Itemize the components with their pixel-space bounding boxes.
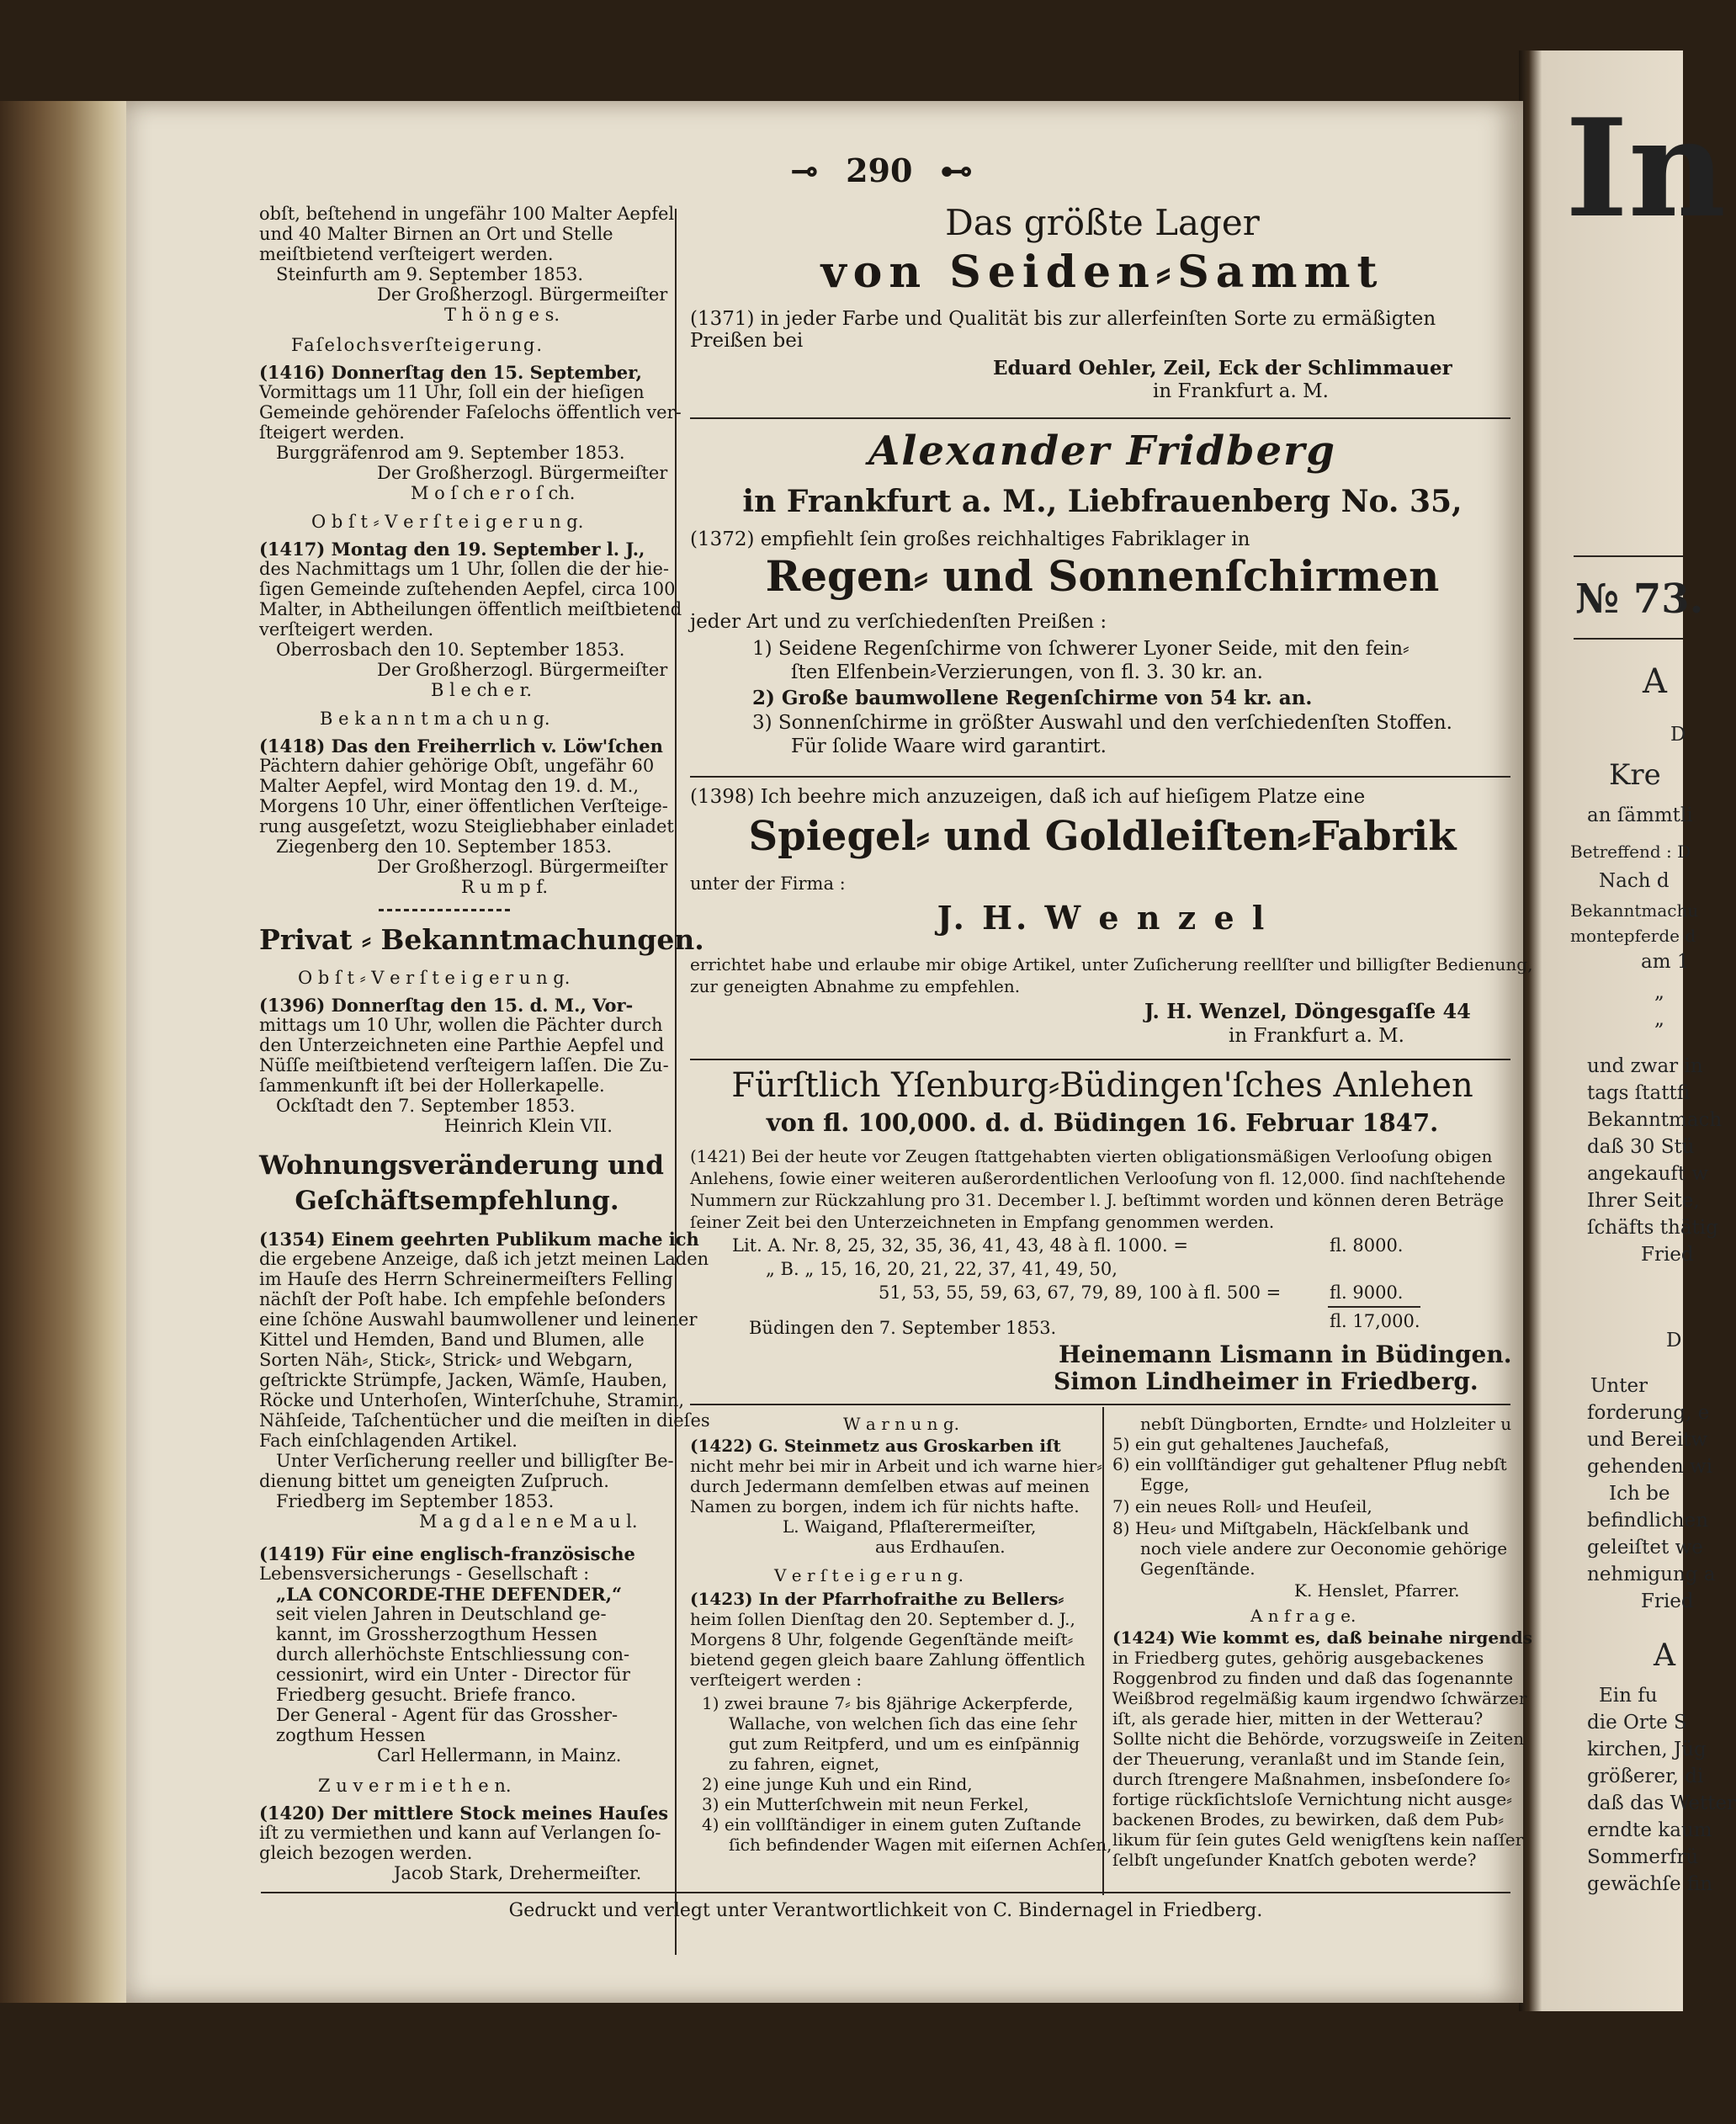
text-line: fortige rückſichtsloſe Vernichtung nicht ausge⸗ — [1112, 1789, 1512, 1809]
text-line: Unter Verſicherung reeller und billigſter Be- — [276, 1451, 674, 1471]
sum-rule — [1328, 1306, 1420, 1308]
facing-line: Betreffend : D — [1570, 842, 1691, 862]
facing-line: Kre — [1609, 758, 1661, 792]
list-item: Gegenſtände. — [1140, 1558, 1256, 1579]
text-line: (1416) Donnerſtag den 15. September, — [259, 362, 642, 383]
list-item: 2) eine junge Kuh und ein Rind, — [702, 1774, 973, 1794]
section-heading: Wohnungsveränderung und — [259, 1150, 664, 1181]
newspaper-page — [126, 101, 1533, 2003]
signature: M o ſ ch e r o ſ ch. — [411, 483, 576, 503]
signature: L. Waigand, Pflaſterermeiſter, — [783, 1516, 1037, 1537]
text-line: Sorten Näh⸗, Stick⸗, Strick⸗ und Webgarn, — [259, 1350, 634, 1370]
inner-divider — [1102, 1407, 1104, 1895]
text-line: Burggräfenrod am 9. September 1853. — [276, 443, 625, 463]
facing-line: Bekanntmachu — [1570, 900, 1699, 921]
list-item: ſich befindender Wagen mit eiſernen Achſen, — [729, 1835, 1112, 1855]
section-heading: Faſelochsverſteigerung. — [291, 335, 544, 355]
text-line: (1419) Für eine englisch-französische — [259, 1543, 635, 1564]
text-line: Der Großherzogl. Bürgermeiſter — [377, 857, 668, 877]
text-line: errichtet habe und erlaube mir obige Artikel, unter Zuſicherung reellſter und billigſter Bedienung, — [690, 954, 1533, 974]
signature: J. H. Wenzel, Döngesgaſſe 44 — [1144, 999, 1471, 1023]
text-line: Morgens 10 Uhr, einer öffentlichen Verſteige- — [259, 796, 668, 816]
text-line: (1398) Ich beehre mich anzuzeigen, daß ich auf hieſigem Platze eine — [690, 786, 1366, 808]
text-line: eine ſchöne Auswahl baumwollener und leinener — [259, 1309, 698, 1330]
facing-line: A — [1643, 662, 1667, 701]
column-divider — [675, 209, 677, 1955]
text-line: ſeiner Zeit bei den Unterzeichneten in Empfang genommen werden. — [690, 1212, 1275, 1232]
facing-line: gehenden wi — [1587, 1456, 1713, 1478]
text-line: mittags um 10 Uhr, wollen die Pächter durch — [259, 1015, 663, 1035]
text-line: Nüſſe meiſtbietend verſteigern laſſen. Die Zu- — [259, 1055, 669, 1075]
divider — [690, 776, 1510, 778]
ad-firm: J. H. W e n z e l — [937, 899, 1268, 937]
ad-title: Fürſtlich Yſenburg⸗Büdingen'ſches Anlehen — [731, 1066, 1473, 1105]
list-item: ſten Elfenbein⸗Verzierungen, von fl. 3. 30 kr. an. — [791, 661, 1263, 683]
signature: Jacob Stark, Drehermeiſter. — [394, 1863, 642, 1883]
text-line: Lebensversicherungs - Gesellschaft : — [259, 1564, 590, 1584]
text-line: nächſt der Poſt habe. Ich empfehle beſonders — [259, 1289, 666, 1309]
facing-line: D — [1670, 724, 1686, 746]
ad-subtitle: in Frankfurt a. M., Liebfrauenberg No. 35, — [742, 484, 1463, 519]
facing-line: gewächſe fin — [1587, 1873, 1713, 1895]
facing-issue-number: № 73. — [1575, 576, 1704, 623]
signature: Eduard Oehler, Zeil, Eck der Schlimmauer — [993, 357, 1452, 380]
text-line: Nummern zur Rückzahlung pro 31. December l. J. beſtimmt worden und können deren Beträge — [690, 1190, 1505, 1210]
text-line: likum für ſein gutes Geld wenigſtens kein naſſer — [1112, 1829, 1524, 1850]
divider — [690, 1059, 1510, 1060]
text-line: ſigen Gemeinde zuſtehenden Aepfel, circa 100 — [259, 579, 676, 599]
text-line: Pächtern dahier gehörige Obſt, ungefähr 60 — [259, 756, 655, 776]
divider — [690, 417, 1510, 419]
text-line: Vormittags um 11 Uhr, ſoll ein der hieſigen — [259, 382, 645, 402]
text-line: durch ſtrengere Maßnahmen, insbeſondere ſo⸗ — [1112, 1769, 1510, 1789]
text-line: Roggenbrod zu finden und daß das ſogenannte — [1112, 1668, 1514, 1688]
text-line: rung ausgeſetzt, wozu Steigliebhaber einladet — [259, 816, 674, 836]
facing-line: daß das Wetter — [1587, 1792, 1736, 1814]
text-line: (1424) Wie kommt es, daß beinahe nirgends — [1112, 1628, 1532, 1648]
text-line: dienung bittet um geneigten Zuſpruch. — [259, 1471, 609, 1491]
signature: T h ö n g e s. — [444, 305, 560, 325]
signature: M a g d a l e n e M a u l. — [419, 1511, 638, 1532]
facing-line: daß 30 Stü — [1587, 1136, 1695, 1158]
facing-rule — [1574, 555, 1683, 557]
ad-title: Alexander Fridberg — [868, 427, 1336, 475]
text-line: cessionirt, wird ein Unter - Director für — [276, 1665, 630, 1685]
list-item: gut zum Reitpferd, und um es einſpännig — [729, 1734, 1080, 1754]
text-line: die ergebene Anzeige, daß ich jetzt meinen Laden — [259, 1249, 709, 1269]
text-line: Der Großherzogl. Bürgermeiſter — [377, 284, 668, 305]
facing-line: tags ſtattfi — [1587, 1082, 1691, 1104]
text-line: Nähſeide, Taſchentücher und die meiſten in dieſes — [259, 1410, 710, 1431]
table-value: fl. 9000. — [1330, 1282, 1404, 1303]
text-line: Ockſtadt den 7. September 1853. — [276, 1096, 576, 1116]
signature: R u m p f. — [461, 877, 549, 897]
text-line: Der Großherzogl. Bürgermeiſter — [377, 463, 668, 483]
section-heading: Geſchäftsempfehlung. — [295, 1186, 619, 1216]
facing-line: angekauft w — [1587, 1163, 1709, 1185]
facing-line: montepferde d — [1570, 926, 1696, 946]
list-item: Für ſolide Waare wird garantirt. — [791, 735, 1107, 757]
facing-masthead: In — [1565, 89, 1727, 247]
ornament-rule — [379, 909, 513, 911]
section-heading: Z u v e r m i e t h e n. — [318, 1776, 512, 1796]
list-item: 3) Sonnenſchirme in größter Auswahl und den verſchiedenſten Stoffen. — [752, 712, 1452, 734]
text-line: verſteigert werden : — [690, 1670, 863, 1690]
facing-rule — [1574, 638, 1683, 640]
text-line: Malter Aepfel, wird Montag den 19. d. M., — [259, 776, 640, 796]
ad-subtitle: von fl. 100,000. d. d. Büdingen 16. Februar 1847. — [766, 1108, 1439, 1137]
text-line: zogthum Hessen — [276, 1725, 426, 1745]
facing-line: „ — [1654, 981, 1664, 1003]
text-line: (1422) G. Steinmetz aus Groskarben iſt — [690, 1436, 1061, 1456]
text-line: Kittel und Hemden, Band und Blumen, alle — [259, 1330, 645, 1350]
facing-line: A — [1654, 1638, 1675, 1673]
facing-line: Ich be — [1609, 1483, 1670, 1505]
text-line: obſt, beſtehend in ungefähr 100 Malter Aepfel — [259, 204, 675, 224]
text-line: Malter, in Abtheilungen öffentlich meiſtbietend — [259, 599, 682, 619]
list-item: zu fahren, eignet, — [729, 1754, 880, 1774]
text-line: Röcke und Unterhoſen, Winterſchuhe, Stramin, — [259, 1390, 685, 1410]
table-row: „ B. „ 15, 16, 20, 21, 22, 37, 41, 49, 50, — [766, 1259, 1118, 1279]
section-heading: W a r n u n g. — [843, 1414, 959, 1434]
imprint-footer: Gedruckt und verlegt unter Verantwortlichkeit von C. Bindernagel in Friedberg. — [508, 1900, 1263, 1921]
text-line: nicht mehr bei mir in Arbeit und ich warne hier⸗ — [690, 1456, 1102, 1476]
list-item: 1) zwei braune 7⸗ bis 8jährige Ackerpferde, — [702, 1693, 1074, 1713]
text-line: Namen zu borgen, indem ich für nichts hafte. — [690, 1496, 1080, 1516]
text-line: Der General - Agent für das Grossher- — [276, 1705, 618, 1725]
text-line: „LA CONCORDE-THE DEFENDER,“ — [276, 1584, 623, 1605]
text-line: gleich bezogen werden. — [259, 1843, 473, 1863]
text-line: Weißbrod regelmäßig kaum irgendwo ſchwärzer — [1112, 1688, 1527, 1708]
text-line: heim ſollen Dienſtag den 20. September d. J., — [690, 1609, 1075, 1629]
text-line: (1372) empfiehlt ſein großes reichhaltiges Fabriklager in — [690, 528, 1250, 550]
table-value: fl. 8000. — [1330, 1235, 1404, 1256]
text-line: Anlehens, ſowie einer weiteren außerordentlichen Verlooſung von fl. 12,000. ſind nachſtehende — [690, 1168, 1506, 1188]
text-line: des Nachmittags um 1 Uhr, ſollen die der hie- — [259, 559, 669, 579]
facing-line: forderung, e — [1587, 1402, 1710, 1424]
section-heading: O b ſ t ⸗ V e r ſ t e i g e r u n g. — [298, 968, 571, 988]
text-line: (1417) Montag den 19. September l. J., — [259, 539, 645, 560]
text-line: Oberrosbach den 10. September 1853. — [276, 640, 625, 660]
facing-line: „ — [1654, 1008, 1664, 1030]
facing-line: an ſämmtli — [1587, 804, 1693, 826]
signature: B l e ch e r. — [431, 680, 533, 700]
text-line: Fach einſchlagenden Artikel. — [259, 1431, 518, 1451]
text-line: durch Jedermann demſelben etwas auf meinen — [690, 1476, 1090, 1496]
text-line: Morgens 8 Uhr, folgende Gegenſtände meiſt⸗ — [690, 1629, 1074, 1649]
signature: Carl Hellermann, in Mainz. — [377, 1745, 622, 1766]
text-line: jeder Art und zu verſchiedenſten Preißen : — [690, 611, 1107, 633]
list-item: Egge, — [1140, 1474, 1190, 1495]
signature: Simon Lindheimer in Friedberg. — [1054, 1367, 1479, 1395]
signature: in Frankfurt a. M. — [1229, 1025, 1404, 1047]
text-line: im Hauſe des Herrn Schreinermeiſters Felling — [259, 1269, 673, 1289]
text-line: verſteigert werden. — [259, 619, 434, 640]
signature: aus Erdhauſen. — [875, 1537, 1006, 1557]
list-item: 8) Heu⸗ und Miſtgabeln, Häckſelbank und — [1112, 1518, 1469, 1538]
text-line: (1423) In der Pfarrhofraithe zu Bellers⸗ — [690, 1589, 1064, 1609]
text-line: (1354) Einem geehrten Publikum mache ich — [259, 1229, 699, 1250]
facing-line: größerer, di — [1587, 1766, 1704, 1787]
facing-line: Nach d — [1599, 870, 1670, 892]
facing-line: Ihrer Seite, — [1587, 1190, 1700, 1212]
facing-line: D — [1666, 1330, 1682, 1351]
facing-line: die Orte S — [1587, 1712, 1687, 1734]
footer-rule — [261, 1892, 1510, 1893]
divider — [690, 1404, 1510, 1405]
book-edge-left — [0, 101, 126, 2003]
section-heading: O b ſ t ⸗ V e r ſ t e i g e r u n g. — [311, 512, 584, 532]
text-line: Gemeinde gehörender Faſelochs öffentlich ver- — [259, 402, 682, 422]
text-line: (1396) Donnerſtag den 15. d. M., Vor- — [259, 995, 634, 1016]
facing-line: am 1 — [1641, 951, 1690, 973]
ad-title: Regen⸗ und Sonnenſchirmen — [765, 551, 1440, 601]
signature: K. Henslet, Pfarrer. — [1294, 1580, 1460, 1601]
text-line: (1371) in jeder Farbe und Qualität bis zur allerfeinſten Sorte zu ermäßigten — [690, 308, 1436, 330]
facing-line: und zwar in — [1587, 1055, 1703, 1077]
text-line: Friedberg im September 1853. — [276, 1491, 555, 1511]
facing-line: geleiſtet we — [1587, 1537, 1703, 1558]
table-row: 51, 53, 55, 59, 63, 67, 79, 89, 100 à fl. 500 = — [879, 1282, 1282, 1303]
signature: Heinrich Klein VII. — [444, 1116, 613, 1136]
list-item: Wallache, von welchen ſich das eine ſehr — [729, 1713, 1077, 1734]
text-line: Friedberg gesucht. Briefe franco. — [276, 1685, 576, 1705]
text-line: bietend gegen gleich baare Zahlung öffentlich — [690, 1649, 1086, 1670]
page-number — [791, 151, 973, 189]
facing-line: Sommerfrü — [1587, 1846, 1699, 1868]
section-heading: B e k a n n t m a ch u n g. — [320, 709, 550, 729]
text-line: durch allerhöchste Entschliessung con- — [276, 1644, 630, 1665]
text-line: Steinfurth am 9. September 1853. — [276, 264, 584, 284]
facing-line: ſchäfts thätig — [1587, 1217, 1718, 1239]
text-line: seit vielen Jahren in Deutschland ge- — [276, 1604, 607, 1624]
text-line: Sollte nicht die Behörde, vorzugsweiſe in Zeiten — [1112, 1728, 1525, 1749]
facing-line: Fried — [1641, 1244, 1694, 1266]
facing-line: erndte kaum — [1587, 1819, 1712, 1841]
list-item: 7) ein neues Roll⸗ und Heuſeil, — [1112, 1496, 1372, 1516]
facing-line: kirchen, Jüg — [1587, 1739, 1707, 1760]
text-line: ſammenkunft iſt bei der Hollerkapelle. — [259, 1075, 605, 1096]
text-line: unter der Firma : — [690, 873, 846, 894]
facing-line: nehmigung a — [1587, 1564, 1716, 1585]
text-line: iſt zu vermiethen und kann auf Verlangen ſo- — [259, 1823, 661, 1843]
facing-line: Ein fu — [1599, 1685, 1658, 1707]
text-line: Büdingen den 7. September 1853. — [749, 1318, 1057, 1338]
facing-line: befindlichen — [1587, 1510, 1709, 1532]
signature: Heinemann Lismann in Büdingen. — [1059, 1341, 1512, 1368]
ad-title: Spiegel⸗ und Goldleiſten⸗Fabrik — [748, 813, 1457, 860]
text-line: der Theuerung, veranlaßt und im Stande ſein, — [1112, 1749, 1505, 1769]
text-line: zur geneigten Abnahme zu empfehlen. — [690, 976, 1021, 996]
text-line: Preißen bei — [690, 330, 804, 352]
text-line: geſtrickte Strümpfe, Jacken, Wämſe, Hauben, — [259, 1370, 668, 1390]
text-line: kannt, im Grossherzogthum Hessen — [276, 1624, 597, 1644]
text-line: (1418) Das den Freiherrlich v. Löw'ſchen — [259, 735, 663, 757]
facing-line: Bekanntmach — [1587, 1109, 1723, 1131]
text-line: (1421) Bei der heute vor Zeugen ſtattgehabten vierten obligationsmäßigen Verlooſung obigen — [690, 1146, 1493, 1166]
text-line: (1420) Der mittlere Stock meines Hauſes — [259, 1803, 669, 1824]
text-line: und 40 Malter Birnen an Ort und Stelle — [259, 224, 613, 244]
page-number-text: 290 — [846, 151, 913, 189]
list-item: nebſt Düngborten, Erndte⸗ und Holzleiter u — [1140, 1414, 1512, 1434]
text-line: meiſtbietend verſteigert werden. — [259, 244, 554, 264]
ornament-right-icon: ⊷ — [940, 151, 973, 189]
signature: in Frankfurt a. M. — [1153, 380, 1329, 402]
section-heading: Privat ⸗ Bekanntmachungen. — [259, 923, 704, 956]
ornament-left-icon: ⊸ — [791, 151, 818, 189]
facing-line: Fried — [1641, 1590, 1694, 1612]
list-item: 6) ein vollſtändiger gut gehaltener Pflug nebſt — [1112, 1454, 1507, 1474]
text-line: den Unterzeichneten eine Parthie Aepfel und — [259, 1035, 665, 1055]
section-heading: A n f r a g e. — [1250, 1606, 1356, 1626]
table-total: fl. 17,000. — [1330, 1311, 1420, 1331]
text-line: ſteigert werden. — [259, 422, 405, 443]
text-line: iſt, als gerade hier, mitten in der Wetterau? — [1112, 1708, 1484, 1728]
section-heading: V e r ſ t e i g e r u n g. — [774, 1565, 964, 1585]
text-line: in Friedberg gutes, gehörig ausgebackenes — [1112, 1648, 1484, 1668]
ad-title: von Seiden⸗Sammt — [820, 247, 1384, 298]
text-line: backenen Brodes, zu bewirken, daß dem Pub⸗ — [1112, 1809, 1504, 1829]
list-item: 2) Große baumwollene Regenſchirme von 54 kr. an. — [752, 687, 1313, 709]
list-item: 3) ein Mutterſchwein mit neun Ferkel, — [702, 1794, 1029, 1814]
ad-title: Das größte Lager — [945, 202, 1260, 243]
list-item: 4) ein vollſtändiger in einem guten Zuſtande — [702, 1814, 1081, 1835]
list-item: 1) Seidene Regenſchirme von ſchwerer Lyoner Seide, mit den fein⸗ — [752, 638, 1410, 660]
text-line: Ziegenberg den 10. September 1853. — [276, 836, 613, 857]
list-item: 5) ein gut gehaltenes Jauchefaß, — [1112, 1434, 1390, 1454]
list-item: noch viele andere zur Oeconomie gehörige — [1140, 1538, 1508, 1558]
text-line: ſelbſt ungeſunder Knatſch geboten werde? — [1112, 1850, 1477, 1870]
facing-line: und Bereitw — [1587, 1429, 1708, 1451]
text-line: Der Großherzogl. Bürgermeiſter — [377, 660, 668, 680]
table-row: Lit. A. Nr. 8, 25, 32, 35, 36, 41, 43, 48 à fl. 1000. = — [732, 1235, 1188, 1256]
facing-line: Unter — [1590, 1375, 1648, 1397]
